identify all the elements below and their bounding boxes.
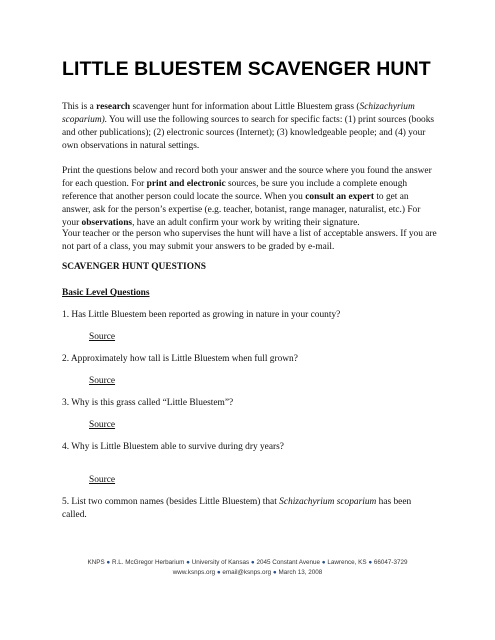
question-5 — [62, 496, 438, 522]
footer-herbarium: R.L. McGregor Herbarium — [111, 559, 185, 566]
footer-street: 2045 Constant Avenue — [256, 559, 321, 566]
text-run: 5. List two common names (besides Little Bluestem) that — [62, 497, 280, 507]
separator-dot-icon: ● — [216, 569, 221, 576]
intro-paragraph-3: Your teacher or the person who supervises the hunt will have a list of acceptable answers. If you are not part of a class, you may submit your answers to be graded by e-mail. — [62, 229, 437, 253]
source-label-1: Source — [89, 332, 116, 342]
question-2: 2. Approximately how tall is Little Bluestem when full grown? — [62, 354, 298, 364]
text-run: scavenger hunt for information about Little Bluestem grass ( — [130, 102, 360, 112]
footer-line-1 — [0, 558, 495, 567]
footer-line-2 — [0, 568, 495, 577]
intro-paragraph-2 — [62, 165, 438, 230]
footer-email: email@ksnps.org — [222, 569, 272, 576]
separator-dot-icon: ● — [272, 569, 277, 576]
footer-website: www.ksnps.org — [172, 569, 216, 576]
page-title: LITTLE BLUESTEM SCAVENGER HUNT — [62, 58, 431, 80]
footer-org: KNPS — [87, 559, 105, 566]
emphasis-research: research — [96, 102, 131, 112]
separator-dot-icon: ● — [106, 559, 111, 566]
source-label-3: Source — [89, 420, 116, 430]
question-3: 3. Why is this grass called “Little Bluestem”? — [62, 398, 234, 408]
text-run: sources, be sure you include a complete enough reference that another person could locate the source. When you — [62, 179, 408, 203]
text-run: , have an adult confirm your work by writing their signature. — [132, 218, 360, 229]
source-label-4: Source — [89, 475, 116, 485]
questions-heading: SCAVENGER HUNT QUESTIONS — [62, 262, 206, 272]
source-label-2: Source — [89, 376, 116, 386]
separator-dot-icon: ● — [321, 559, 326, 566]
separator-dot-icon: ● — [368, 559, 373, 566]
text-run: Print the questions below and record both your answer and the source where you found the answer for each question. For — [62, 166, 432, 190]
emphasis-consult-expert: consult an expert — [305, 192, 374, 203]
text-run: This is a — [62, 102, 97, 112]
scientific-name: Schizachyrium scoparium). — [62, 102, 415, 126]
separator-dot-icon: ● — [250, 559, 255, 566]
footer-zip: 66047-3729 — [373, 559, 408, 566]
emphasis-observations: observations — [81, 218, 133, 229]
text-run: to get an answer, ask for the person’s expertise (e.g. teacher, botanist, range manager, naturalist, etc.) For your — [62, 192, 421, 229]
question-4: 4. Why is Little Bluestem able to survive during dry years? — [62, 442, 284, 452]
footer-university: University of Kansas — [191, 559, 250, 566]
intro-paragraph-1 — [62, 101, 438, 153]
emphasis-print-electronic: print and electronic — [146, 179, 226, 190]
text-run: You will use the following sources to search for specific facts: (1) print sources (books and other publications); (2) electronic sources (Internet); (3) knowledgeable people; and (4) your own observations in natural settings. — [62, 115, 435, 152]
separator-dot-icon: ● — [186, 559, 190, 566]
question-1: 1. Has Little Bluestem been reported as growing in nature in your county? — [62, 310, 341, 320]
basic-level-heading: Basic Level Questions — [62, 288, 150, 298]
scientific-name: Schizachyrium scoparium — [279, 497, 377, 507]
footer-date: March 13, 2008 — [278, 569, 323, 576]
footer-city: Lawrence, KS — [327, 559, 367, 566]
text-run: has been called. — [62, 497, 412, 520]
